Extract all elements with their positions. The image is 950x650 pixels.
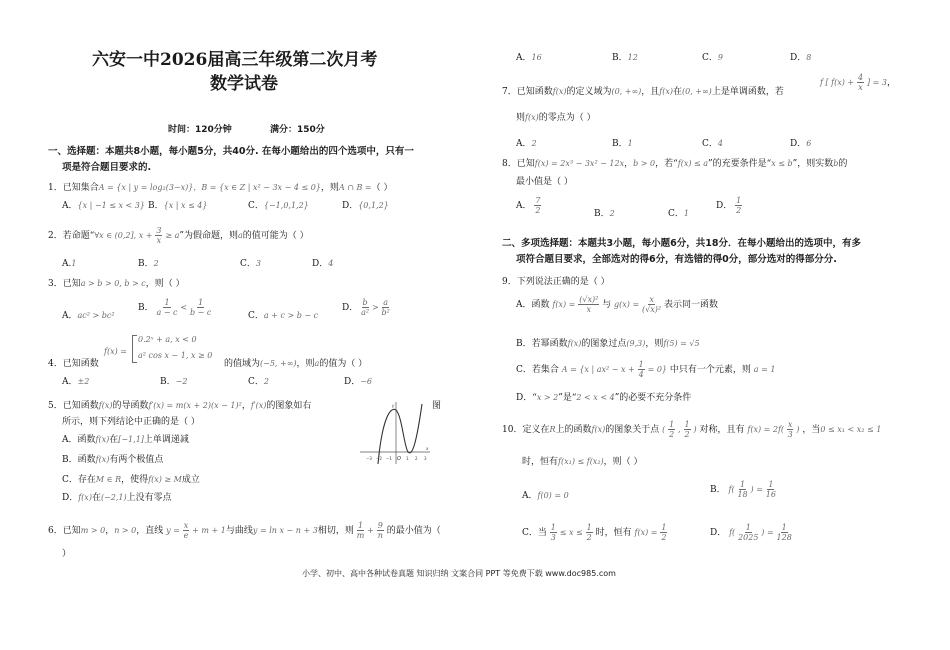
section1-heading-cont: 项是符合题目要求的. [62,162,152,173]
q6-option-c: C．9 [702,53,723,63]
q8-option-b: B．2 [594,209,615,219]
q4-case1: 0.2ˣ + a, x < 0 [138,335,197,344]
q10-option-d: D． f( $\frac{1}{2025}$ ) = $\frac{1}{128}$ [710,523,792,542]
q2-option-b: B．2 [138,259,159,269]
q8-stem: 8．已知f(x) = 2x³ − 3x² − 12x，b > 0，若“f(x) ≤ a”的充要条件是“x ≤ b”，则实数b的 [502,159,848,169]
q9-option-c: C．若集合 A = {x | ax² − x + $\frac{1}{4}$ = 0} 中只有一个元素，则 a = 1 [516,360,776,379]
q10-option-c: C．当 $\frac{1}{3}$ ≤ x ≤ $\frac{1}{2}$ 时，恒有 f(x) = $\frac{1}{2}$ [522,523,667,542]
q3-stem: 3．已知a > b > 0, b > c，则（ ） [48,279,185,289]
q5-derivative-graph [358,400,432,466]
q8-option-a: A． $\frac{7}{2}$ [516,196,541,215]
exam-title: 六安一中2026届高三年级第二次月考 [92,50,378,70]
q5-option-a: A．函数f(x)在[−1,1]上单调递减 [62,435,189,445]
graph-y-label: y [392,403,395,408]
score-label: 满分：150分 [270,125,325,135]
q4-option-a: A．±2 [62,377,90,387]
q6-stem-tail: ） [62,549,72,559]
q3-option-a: A．ac² > bc² [62,311,115,321]
q6-option-a: A．16 [516,53,542,63]
q3-option-c: C．a + c > b − c [248,311,319,321]
q1-option-d: D．{0,1,2} [342,201,389,211]
graph-x-label: x [426,446,429,451]
graph-tick-3: 3 [424,456,427,461]
page-footer: 小学、初中、高中各种试卷真题 知识归纳 文案合同 PPT 等免费下载 www.doc985.com [302,569,616,578]
graph-tick-2: 2 [415,456,418,461]
q1-option-b: B．{x | x ≤ 4} [148,201,208,211]
graph-tick-1: 1 [406,456,409,461]
q7-option-a: A．2 [516,139,537,149]
q1-stem: 1．已知集合A = {x | y = log₂(3−x)}，B = {x ∈ Z | x² − 3x − 4 ≤ 0}，则A ∩ B =（ ） [48,183,393,193]
q8-option-d: D． $\frac{1}{2}$ [716,196,742,215]
q9-stem: 9．下列说法正确的是（ ） [502,277,610,287]
graph-tick-neg3: −3 [366,456,372,461]
q10-option-a: A．f(0) = 0 [522,491,569,501]
q4-stem-tail: 的值域为(−5, +∞)，则a的值为（ ） [224,359,368,369]
q4-stem: 4．已知函数 [48,359,99,369]
section2-heading: 二、多项选择题：本题共3小题，每小题6分，共18分．在每小题给出的选项中，有多 [502,238,861,249]
q2-stem: 2．若命题“∀x ∈ (0,2], x + $\frac{3}{x}$ ≥ a”为假命题，则a的值可能为（ ） [48,226,309,245]
q9-option-b: B．若幂函数f(x)的图象过点(9,3)，则f(5) = √5 [516,339,700,349]
q7-stem-line2: 则f(x)的零点为（ ） [516,113,596,123]
q4-function-label: f(x) = [104,347,127,356]
q7-stem: 7．已知函数f(x)的定义域为(0, +∞)，且f(x)在(0, +∞)上是单调函数，若 [502,87,784,97]
q2-option-c: C．3 [240,259,261,269]
q4-option-d: D．−6 [344,377,373,387]
q5-option-c: C．存在M ∈ R，使得f(x) ≥ M成立 [62,475,200,485]
q9-option-a: A．函数 f(x) = $\frac{\text{(√x)²}}{x}$ 与 g(x) = $\frac{x}{\text{(√x)²}}$ 表示同一函数 [516,295,718,314]
q6-stem: 6．已知m > 0，n > 0，直线 y = $\frac{x}{e}$ + m + 1与曲线y = ln x − n + 3相切，则 $\frac{1}{m}$ + $\frac{9}{n}$ 的最小值为（ [48,521,441,540]
q7-option-c: C．4 [702,139,723,149]
q4-brace [132,335,137,363]
q7-condition: f [ f(x) + $\frac{4}{x}$ ] = 3， [820,73,896,92]
time-label: 时间：120分钟 [168,125,232,135]
graph-origin: O [397,456,401,462]
q5-stem-tail: 图 [432,401,442,411]
q4-option-c: C．2 [248,377,269,387]
exam-subtitle: 数学试卷 [210,74,278,94]
section1-heading: 一、选择题：本题共8小题，每小题5分，共40分. 在每小题给出的四个选项中，只有一 [48,146,414,157]
q5-option-b: B．函数f(x)有两个极值点 [62,455,164,465]
q5-stem-line2: 所示，则下列结论中正确的是（ ） [62,417,200,427]
q8-option-c: C．1 [668,209,689,219]
q3-option-d: D． $\frac{b}{\text{a²}}$ > $\frac{a}{\text{b²}}$ [342,298,390,317]
q7-option-b: B．1 [612,139,633,149]
q2-option-d: D．4 [312,259,334,269]
q7-option-d: D．6 [790,139,812,149]
q10-stem: 10．定义在R上的函数f(x)的图象关于点 ( $\frac{1}{2}$ , $\frac{1}{2}$ ) 对称，且有 f(x) = 2f( $\frac{x}{3}$ ) ，当0 ≤ x₁ < x₂ ≤ 1 [502,420,882,439]
q9-option-d: D．“x > 2”是“2 < x < 4”的必要不充分条件 [516,393,692,403]
q10-option-b: B． f( $\frac{1}{18}$ ) = $\frac{1}{16}$ [710,480,776,499]
graph-curve [378,404,422,464]
q6-option-d: D．8 [790,53,812,63]
q5-option-d: D．f(x)在(−2,1)上没有零点 [62,493,172,503]
section2-heading-cont: 项符合题目要求，全部选对的得6分，有选错的得0分，部分选对的得部分分. [516,254,837,265]
q3-option-b: B． $\frac{1}{a - c}$ < $\frac{1}{b - c}$ [138,298,212,317]
q5-stem-line1: 5．已知函数f(x)的导函数f′(x) = m(x + 2)(x − 1)²，f′(x)的图象如右 [48,401,312,411]
q2-option-a: A.1 [62,259,77,269]
graph-tick-neg2: −2 [376,456,382,461]
q1-option-a: A．{x | −1 ≤ x < 3} [62,201,145,211]
graph-tick-neg1: −1 [386,456,392,461]
q4-option-b: B．−2 [160,377,188,387]
q1-option-c: C．{−1,0,1,2} [248,201,309,211]
q4-case2: a² cos x − 1, x ≥ 0 [138,351,213,360]
q10-stem-line2: 时，恒有f(x₁) ≤ f(x₂)，则（ ） [522,457,643,467]
q8-stem-line2: 最小值是（ ） [516,177,573,187]
q6-option-b: B．12 [612,53,638,63]
